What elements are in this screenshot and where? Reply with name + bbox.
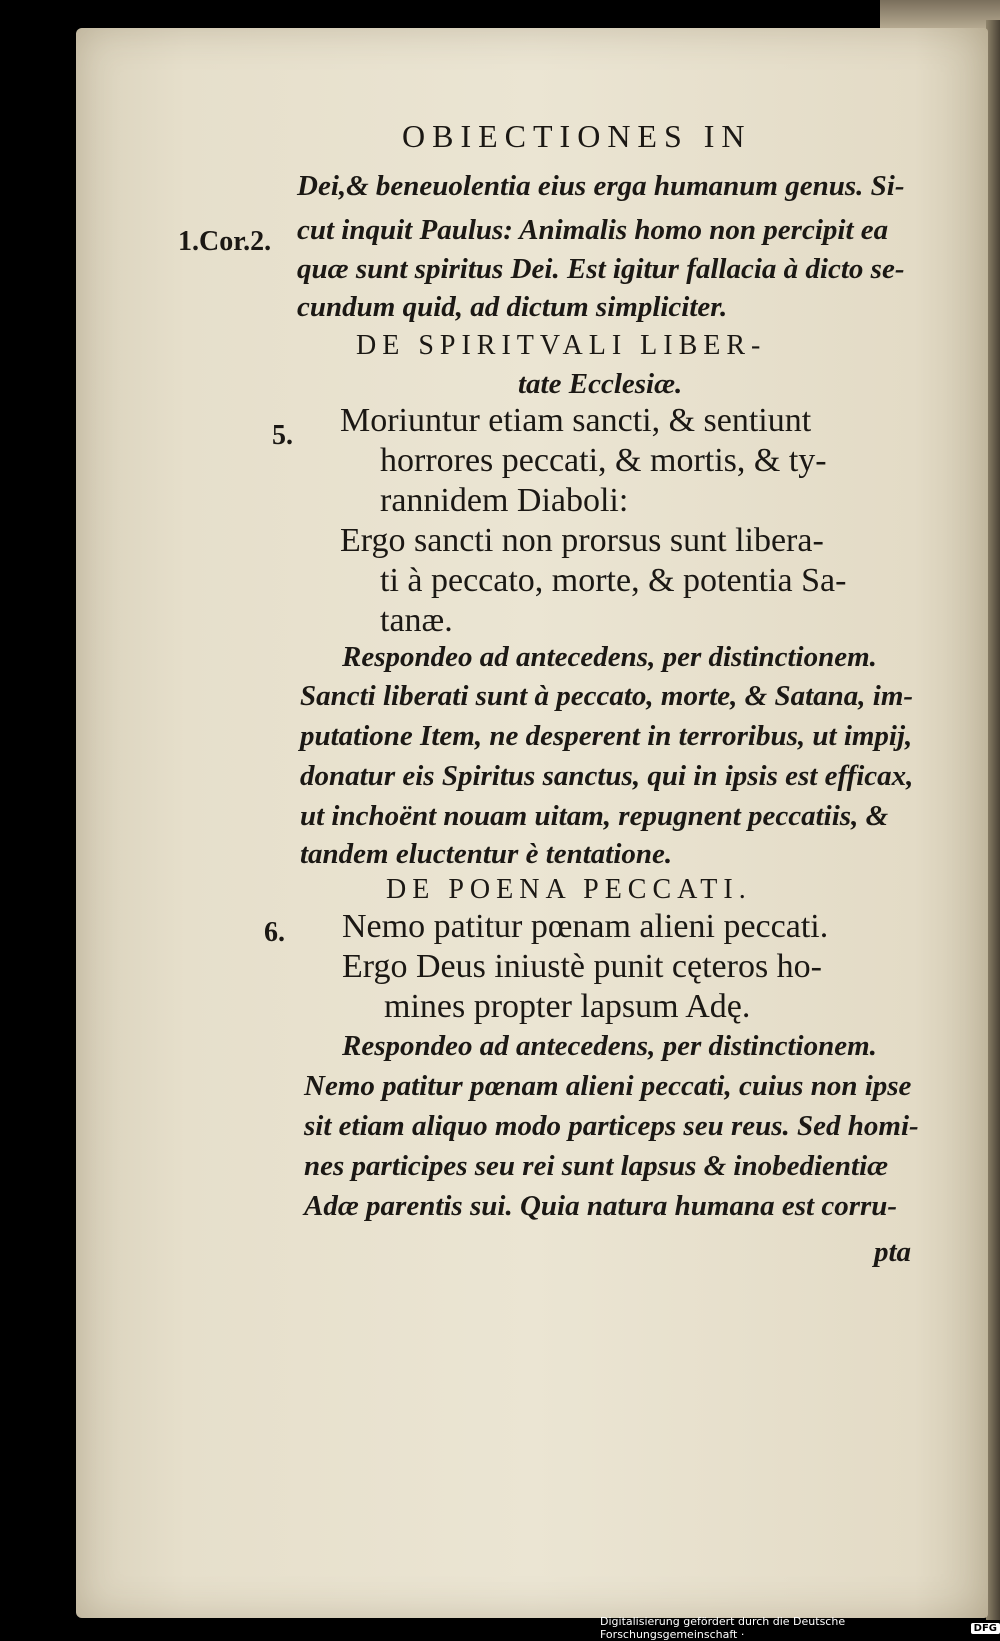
- text-line: quæ sunt spiritus Dei. Est igitur fallacia à dicto se-: [297, 253, 905, 285]
- response-line: Respondeo ad antecedens, per distinctionem.: [342, 1030, 877, 1062]
- catchword: pta: [874, 1236, 912, 1268]
- text-line: cundum quid, ad dictum simpliciter.: [297, 291, 728, 323]
- objection-line: ti à peccato, morte, & potentia Sa-: [380, 562, 847, 599]
- response-line: putatione Item, ne desperent in terroribus, ut impij,: [300, 720, 913, 752]
- response-line: tandem eluctentur è tentatione.: [300, 838, 673, 870]
- section-heading: DE POENA PECCATI.: [386, 874, 752, 905]
- dfg-logo: DFG: [971, 1623, 1000, 1634]
- objection-line: Ergo Deus iniustè punit cęteros ho-: [342, 948, 823, 985]
- margin-reference: 1.Cor.2.: [178, 226, 272, 257]
- response-line: Sancti liberati sunt à peccato, morte, & Satana, im-: [300, 680, 914, 712]
- objection-line: Nemo patitur pœnam alieni peccati.: [342, 908, 829, 945]
- response-line: Nemo patitur pœnam alieni peccati, cuius non ipse: [304, 1070, 912, 1102]
- objection-line: tanæ.: [380, 602, 453, 639]
- section-heading-continued: tate Ecclesiæ.: [518, 368, 683, 400]
- margin-number-6: 6.: [264, 917, 285, 948]
- response-line: sit etiam aliquo modo particeps seu reus. Sed homi-: [304, 1110, 919, 1142]
- objection-line: Moriuntur etiam sancti, & sentiunt: [340, 402, 812, 439]
- response-line: Adæ parentis sui. Quia natura humana est corru-: [304, 1190, 898, 1222]
- response-line: donatur eis Spiritus sanctus, qui in ipsis est efficax,: [300, 760, 914, 792]
- response-line: Respondeo ad antecedens, per distinctionem.: [342, 641, 877, 673]
- text-line: Dei,& beneuolentia eius erga humanum genus. Si-: [297, 170, 905, 202]
- margin-number-5: 5.: [272, 420, 293, 451]
- objection-line: horrores peccati, & mortis, & ty-: [380, 442, 827, 479]
- objection-line: mines propter lapsum Adę.: [384, 988, 751, 1025]
- book-edge-right: [986, 20, 1000, 1620]
- objection-line: rannidem Diaboli:: [380, 482, 629, 519]
- book-edge-top: [880, 0, 1000, 30]
- digitization-credit: [600, 1615, 1000, 1641]
- credit-text: Digitalisierung gefördert durch die Deutsche Forschungsgemeinschaft ·: [600, 1615, 846, 1641]
- running-header: OBIECTIONES IN: [402, 118, 752, 154]
- response-line: ut inchoënt nouam uitam, repugnent peccatiis, &: [300, 800, 889, 832]
- objection-line: Ergo sancti non prorsus sunt libera-: [340, 522, 824, 559]
- section-heading: DE SPIRITVALI LIBER-: [356, 330, 767, 361]
- text-line: cut inquit Paulus: Animalis homo non percipit ea: [297, 214, 889, 246]
- response-line: nes participes seu rei sunt lapsus & inobedientiæ: [304, 1150, 889, 1182]
